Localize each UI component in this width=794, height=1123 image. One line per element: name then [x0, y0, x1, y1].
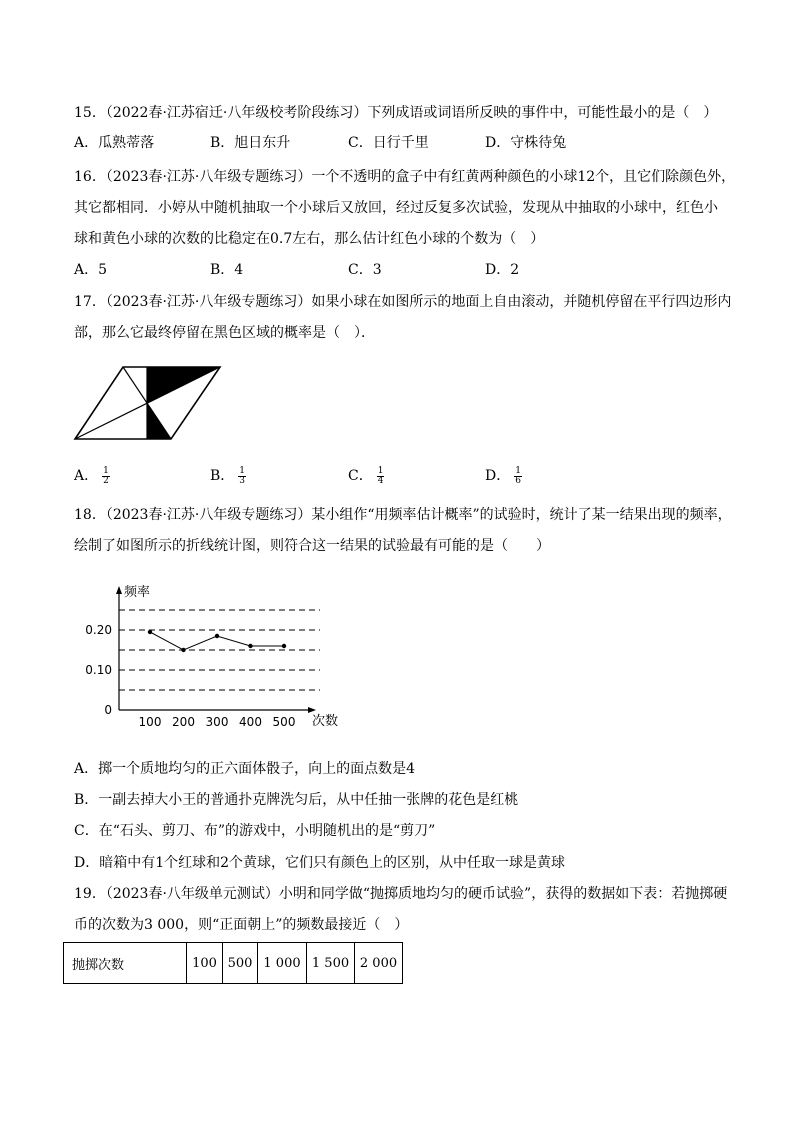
q18-stem-line-2: 绘制了如图所示的折线统计图，则符合这一结果的试验最有可能的是（ ）	[74, 538, 550, 554]
data-point	[215, 634, 219, 638]
data-point	[282, 644, 286, 648]
x-tick-label: 500	[272, 715, 296, 729]
q15-option-c: C．日行千里	[348, 135, 429, 151]
data-point	[148, 630, 152, 634]
table-cell: 1 000	[258, 943, 307, 984]
q15-option-a: A．瓜熟蒂落	[74, 135, 155, 151]
q18-option-c: C．在“石头、剪刀、布”的游戏中，小明随机出的是“剪刀”	[74, 823, 436, 839]
q17-option-b-denominator: 3	[239, 475, 246, 486]
q16-stem-line-1: 16．（2023春·江苏·八年级专题练习）一个不透明的盒子中有红黄两种颜色的小球12个，且它们除颜色外，	[74, 169, 736, 185]
table-cell: 1 500	[307, 943, 355, 984]
q17-option-a-letter: A．	[74, 468, 99, 484]
q16-option-a: A．5	[74, 262, 108, 278]
q17-option-c-numerator: 1	[377, 465, 384, 476]
x-axis-label: 次数	[312, 714, 339, 729]
q17-option-d-denominator: 6	[515, 475, 521, 486]
q17-stem-line-2: 部，那么它最终停留在黑色区域的概率是（ ）．	[74, 325, 375, 341]
data-point	[248, 644, 252, 648]
q15-stem: 15．（2022春·江苏宿迁·八年级校考阶段练习）下列成语或词语所反映的事件中，可能性最小的是（ ）	[74, 105, 718, 121]
q17-option-a-denominator: 2	[103, 475, 109, 486]
q17-option-d	[485, 466, 522, 486]
y-axis-arrow	[116, 586, 122, 594]
q17-option-d-numerator: 1	[515, 465, 521, 476]
q19-stem-line-2: 币的次数为3 000，则“正面朝上”的频数最接近（ ）	[74, 917, 409, 933]
q16-option-d: D．2	[485, 262, 520, 278]
x-tick-label: 300	[205, 715, 229, 729]
y-axis-label: 频率	[124, 585, 151, 600]
q17-option-a	[74, 466, 110, 486]
q17-option-b	[210, 466, 246, 486]
q17-option-b-numerator: 1	[239, 465, 246, 476]
coin-toss-table	[63, 942, 403, 984]
y-tick-label: 0.20	[85, 623, 112, 637]
q15-option-b: B．旭日东升	[210, 135, 291, 151]
frequency-line-chart	[75, 575, 365, 735]
q17-option-c-letter: C．	[348, 468, 373, 484]
q17-option-b-letter: B．	[210, 468, 235, 484]
q16-stem-line-3: 球和黄色小球的次数的比稳定在0.7左右，那么估计红色小球的个数为（ ）	[74, 231, 545, 247]
q16-stem-line-2: 其它都相同．小婷从中随机抽取一个小球后又放回，经过反复多次试验，发现从中抽取的小球中，红色小	[74, 200, 718, 216]
q19-stem-line-1: 19．（2023春·八年级单元测试）小明和同学做“抛掷质地均匀的硬币试验”，获得的数据如下表：若抛掷硬	[74, 886, 728, 902]
q17-option-d-letter: D．	[485, 468, 511, 484]
table-cell: 500	[223, 943, 258, 984]
x-tick-label: 200	[172, 715, 195, 729]
parallelogram-figure	[71, 362, 231, 446]
q18-option-b: B．一副去掉大小王的普通扑克牌洗匀后，从中任抽一张牌的花色是红桃	[74, 792, 519, 808]
table-header-cell: 抛掷次数	[64, 943, 187, 984]
x-tick-label: 100	[138, 715, 162, 729]
y-tick-label: 0	[104, 703, 112, 717]
data-point	[181, 648, 185, 652]
x-axis-arrow	[308, 707, 316, 713]
q16-option-b: B．4	[210, 262, 244, 278]
q18-option-a: A．掷一个质地均匀的正六面体骰子，向上的面点数是4	[74, 761, 416, 777]
table-row	[64, 943, 403, 984]
q17-stem-line-1: 17．（2023春·江苏·八年级专题练习）如果小球在如图所示的地面上自由滚动，并随机停留在平行四边形内	[74, 294, 732, 310]
q17-option-c-denominator: 4	[377, 475, 384, 486]
q18-option-d: D．暗箱中有1个红球和2个黄球，它们只有颜色上的区别，从中任取一球是黄球	[74, 855, 566, 871]
table-cell: 2 000	[355, 943, 403, 984]
q17-option-a-numerator: 1	[103, 465, 109, 476]
q18-stem-line-1: 18．（2023春·江苏·八年级专题练习）某小组作“用频率估计概率”的试验时，统计了某一结果出现的频率，	[74, 507, 732, 523]
table-cell: 100	[187, 943, 223, 984]
y-tick-label: 0.10	[85, 663, 112, 677]
q16-option-c: C．3	[348, 262, 382, 278]
x-tick-label: 400	[239, 715, 262, 729]
q17-option-c	[348, 466, 384, 486]
q15-option-d: D．守株待兔	[485, 135, 567, 151]
